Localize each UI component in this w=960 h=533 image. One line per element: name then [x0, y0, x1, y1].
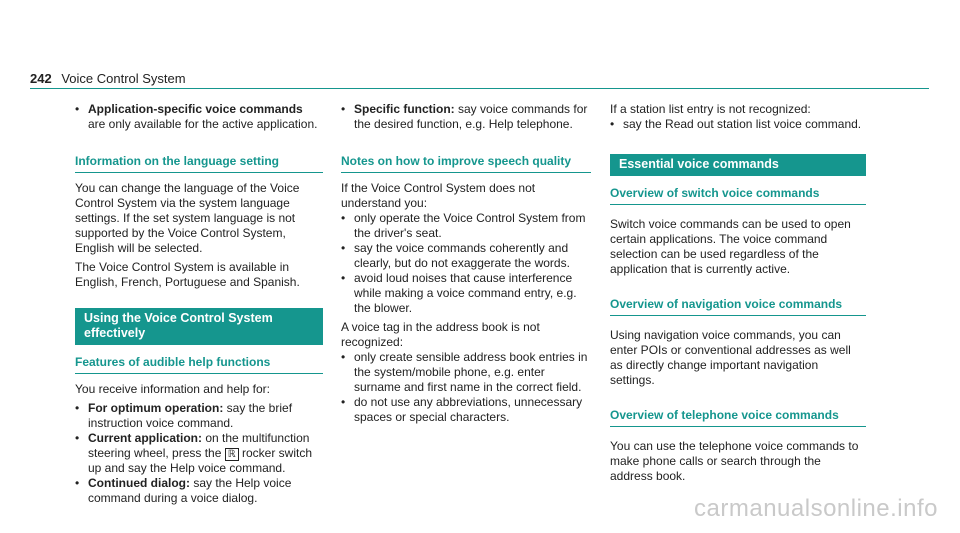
bullet-specific-function [341, 102, 591, 132]
bullet-bold-label: Application-specific voice commands [88, 102, 303, 116]
bullet-text: say the brief instruction voice command. [88, 401, 293, 430]
bullet-note-1: • only operate the Voice Control System from the driver's seat. [341, 211, 591, 241]
bullet-text: on the multifunction steering wheel, press the [88, 431, 310, 460]
para-help-intro: You receive information and help for: [75, 382, 271, 396]
bullet-bold-label: For optimum operation: [88, 401, 224, 415]
bullet-text: say the Help voice command during a voice dialog. [88, 476, 292, 505]
para-language-1: You can change the language of the Voice Control System via the system language settings. If the set system language is not supported by the Voice Control System, English will be selected. [75, 181, 300, 255]
column-middle [341, 102, 591, 425]
rocker-switch-key-icon: ℝ [225, 448, 239, 461]
para-switch: Switch voice commands can be used to open certain applications. The voice command selection can be used regardless of the application that is currently active. [610, 217, 851, 276]
bullet-application-specific [75, 102, 323, 132]
page-header [30, 71, 186, 86]
bullet-bold-label: Specific function: [354, 102, 455, 116]
para-notes: If the Voice Control System does not understand you: [341, 181, 536, 210]
bullet-note-2: • say the voice commands coherently and clearly, but do not exaggerate the words. [341, 241, 591, 271]
heading-telephone-commands: Overview of telephone voice commands [610, 408, 866, 427]
column-right [610, 102, 866, 484]
heading-navigation-commands: Overview of navigation voice commands [610, 297, 866, 316]
bullet-station-list: • say the Read out station list voice command. [610, 117, 866, 132]
bullet-tag-1: • only create sensible address book entries in the system/mobile phone, e.g. enter surname and first name in the correct field. [341, 350, 591, 395]
para-language-2: The Voice Control System is available in English, French, Portuguese and Spanish. [75, 260, 300, 289]
heading-speech-quality: Notes on how to improve speech quality [341, 154, 591, 173]
bullet-text: are only available for the active application. [88, 117, 318, 131]
para-station-list: If a station list entry is not recognized: [610, 102, 811, 116]
running-title: Voice Control System [61, 71, 186, 86]
para-navigation: Using navigation voice commands, you can enter POIs or conventional addresses as well as directly change important navigation settings. [610, 328, 851, 387]
bullet-current-application [75, 431, 323, 476]
section-bar-using-effectively: Using the Voice Control System effectively [75, 308, 323, 345]
bullet-bold-label: Current application: [88, 431, 203, 445]
watermark: carmanualsonline.info [694, 495, 938, 522]
heading-switch-commands: Overview of switch voice commands [610, 186, 866, 205]
bullet-continued-dialog [75, 476, 323, 506]
column-left [75, 102, 323, 506]
bullet-text: say voice commands for the desired function, e.g. Help telephone. [354, 102, 588, 131]
bullet-note-3: • avoid loud noises that cause interference while making a voice command entry, e.g. the blower. [341, 271, 591, 316]
bullet-tag-2: • do not use any abbreviations, unnecessary spaces or special characters. [341, 395, 591, 425]
para-telephone: You can use the telephone voice commands to make phone calls or search through the address book. [610, 439, 859, 483]
page-number: 242 [30, 71, 52, 86]
bullet-text: rocker switch up and say the Help voice command. [88, 446, 313, 475]
bullet-optimum-operation [75, 401, 323, 431]
header-rule [30, 88, 929, 89]
para-voice-tag: A voice tag in the address book is not recognized: [341, 320, 540, 349]
heading-audible-help: Features of audible help functions [75, 355, 323, 374]
bullet-bold-label: Continued dialog: [88, 476, 190, 490]
heading-language-setting: Information on the language setting [75, 154, 323, 173]
section-bar-essential: Essential voice commands [610, 154, 866, 176]
